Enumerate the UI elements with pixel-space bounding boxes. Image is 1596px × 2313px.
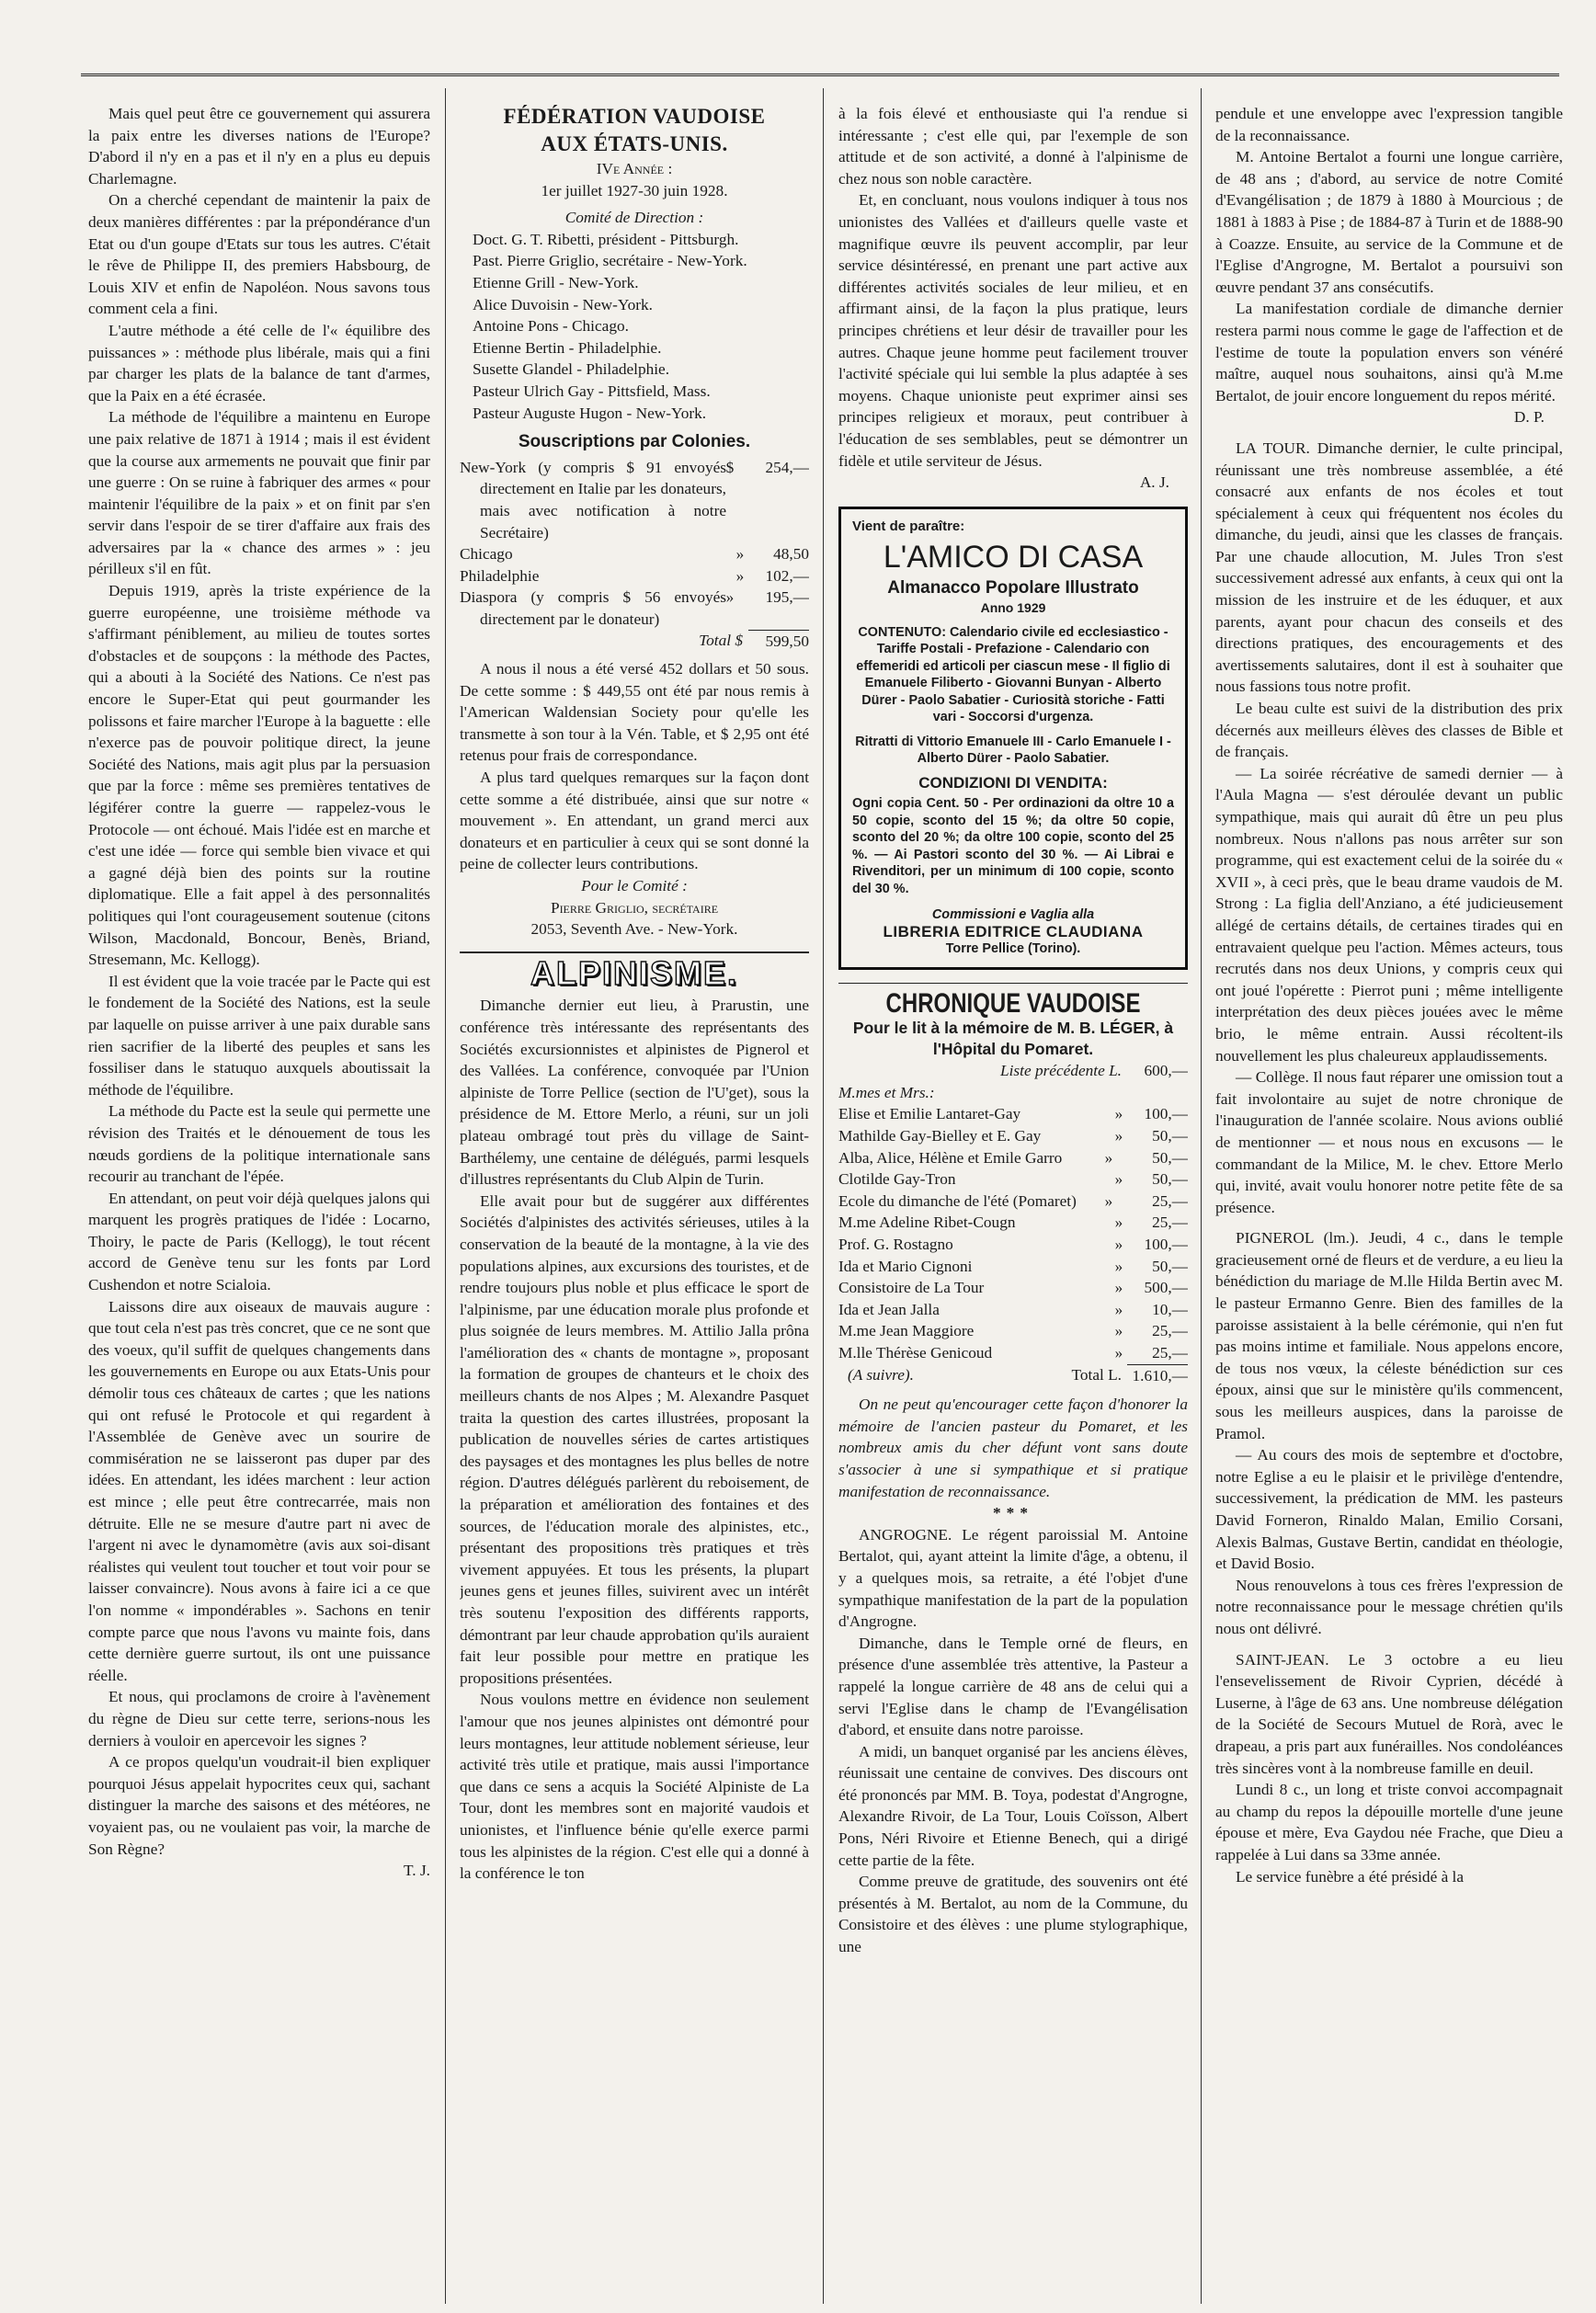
author-signature: A. J. bbox=[1139, 473, 1169, 492]
donation-row: M.lle Thérèse Genicoud » 25,— bbox=[838, 1344, 1188, 1362]
ad-year: Anno 1929 bbox=[980, 600, 1046, 616]
paragraph: — Au cours des mois de septembre et d'octobre, notre Eglise a eu le plaisir et le privilège d'entendre, successivement, la prédication de MM. les pasteurs David Forneron, Rinaldo Malan, Emilio Corsani, Alexis Balmas, Gustave Bertin, candidat en théologie, et David Bosio. bbox=[1215, 1446, 1563, 1573]
section-rule bbox=[838, 983, 1188, 984]
ad-conditions: Ogni copia Cent. 50 - Per ordinazioni da oltre 10 a 50 copie, sconto del 15 %; da oltre 50 copie, sconto del 20 %; da oltre 100 copie, sconto del 25 %. — Ai Pastori sconto del 30 %. — Ai Librai e Rivenditori, per un minimum di 100 copie, sconto del 30 %. bbox=[852, 796, 1174, 896]
ad-portraits: Ritratti di Vittorio Emanuele III - Carlo Emanuele I - Alberto Dürer - Paolo Sabatier. bbox=[855, 734, 1171, 767]
paragraph: Mais quel peut être ce gouvernement qui assurera la paix entre les diverses nations de l'Europe? D'abord il n'y en a pas et il n'y en a plus eu depuis Charlemagne. bbox=[88, 105, 430, 188]
paragraph: Laissons dire aux oiseaux de mauvais augure : que tout cela n'est pas très concret, que ce ne sont que des voeux, qu'il suffit de quelques changements dans les gouvernements en Europe ou aux Etats-Unis pour démolir tous ces châteaux de cartes ; que les nations qui ont refusé le Protocole et qui regardent à l'Assemblée de Genève avec un sourire de commisération ne se laisseront pas duper par des idées. En attendant, les idées marchent : leur action est mince ; elle peut être contrecarrée, mais non détruite. Elle ne se mesure d'autre part ni avec de l'argent ni avec le dynamomètre (avis aux soi-disant réalistes qui veulent tout toucher et tout voir pour se laisser convaincre). Nous avons à faire ici a ce que l'on nomme « impondérables ». Sachons en tenir compte parce que nous l'avons vu mainte fois, dans cette dernière guerre surtout, ils ont une puissance réelle. bbox=[88, 1297, 430, 1684]
column-1-editorial bbox=[88, 103, 430, 2304]
chronique-heading: CHRONIQUE VAUDOISE bbox=[885, 987, 1141, 1019]
secretary-address: 2053, Seventh Ave. - New-York. bbox=[530, 920, 738, 939]
ad-title: L'AMICO DI CASA bbox=[883, 540, 1144, 575]
column-4 bbox=[1215, 103, 1563, 2304]
paragraph: Le beau culte est suivi de la distribution des prix décernés aux meilleurs élèves des classes de Bible et de français. bbox=[1215, 700, 1563, 761]
year-label: IVe Année : bbox=[596, 160, 673, 177]
secretary-signature: Pierre Griglio, secrétaire bbox=[550, 898, 719, 917]
paragraph: Lundi 8 c., un long et triste convoi accompagnait au champ du repos la dépouille mortelle d'une jeune épouse et mère, Eva Gaydou née Frache, que Dieu a rappelée à Lui dans sa 33me année. bbox=[1215, 1781, 1563, 1863]
alpinisme-heading: ALPINISME. bbox=[530, 953, 738, 992]
paragraph: On a cherché cependant de maintenir la paix de deux manières différentes : par la prépondérance d'un Etat ou d'un goupe d'Etats sur tous les autres. C'était le rêve de Philippe II, des premiers Habsbourg, de Louis XIV et enfin de Napoléon. Nous savons tous comment cela a fini. bbox=[88, 191, 430, 318]
paragraph: Le service funèbre a été présidé à la bbox=[1236, 1867, 1465, 1886]
committee-member: Etienne Bertin - Philadelphie. bbox=[473, 338, 662, 357]
donation-row: Ida et Mario Cignoni » 50,— bbox=[838, 1257, 1188, 1275]
donation-row: M.me Jean Maggiore » 25,— bbox=[838, 1322, 1188, 1340]
period-dates: 1er juillet 1927-30 juin 1928. bbox=[541, 181, 728, 199]
advertisement-box bbox=[838, 507, 1188, 970]
ad-subtitle: Almanacco Popolare Illustrato bbox=[887, 578, 1139, 598]
donation-row: Alba, Alice, Hélène et Emile Garro » 50,— bbox=[838, 1148, 1188, 1167]
ad-kicker: Vient de paraître: bbox=[852, 518, 965, 534]
column-divider bbox=[445, 88, 446, 2304]
donors-heading: M.mes et Mrs.: bbox=[838, 1083, 935, 1101]
ad-orders-note: Commissioni e Vaglia alla bbox=[931, 907, 1095, 923]
paragraph: La méthode du Pacte est la seule qui permette une révision des Traités et le dénouement de tous les nœuds gordiens de la politique internationale sans recourir au tranchant de l'épée. bbox=[88, 1102, 430, 1186]
paragraph: Depuis 1919, après la triste expérience de la guerre européenne, une troisième méthode va s'affirmant péniblement, au milieu de toutes sortes d'obstacles et de soupçons : la méthode des Pactes, qui a abouti à la Société des Nations. Ce n'est pas encore le Super-Etat qui peut gourmander les polissons et faire marcher l'Europe à la baguette : elle n'exerce pas de pouvoir politique direct, la jeune Société des Nations, mais agit plus par la persuasion que par la force : même ses premières tentatives de légiférer contre la guerre — rappelez-vous le Protocole — ont échoué. Mais l'idée est en marche et c'est une idée — force qui semble bien vivace et qui a gagné déjà bien des points sur la routine diplomatique. Elle a fait appel à des personnalités politiques qui l'ont courageusement soutenue (citons Wilson, Macdonald, Boncour, Benès, Briand, Stresemann, Mc. Kellogg). bbox=[88, 582, 430, 969]
committee-member: Past. Pierre Griglio, secrétaire - New-York. bbox=[473, 252, 747, 270]
subscription-row: Philadelphie » 102,— bbox=[460, 566, 809, 585]
separator-stars: *** bbox=[993, 1504, 1033, 1522]
paragraph: Et, en concluant, nous voulons indiquer à tous nos unionistes des Vallées et d'ailleurs quelle vaste et magnifique œuvre ils peuvent accomplir, par leur service désintéressé, en prenant une part active aux différentes activités sociales de leur milieu, et en affirmant ainsi, de la façon la plus pratique, leurs principes chrétiens et leur désir de travailler pour les autres. Chaque jeune homme peut facilement trouver l'activité spéciale qui lui semble la plus adaptée à ses moyens. Chaque unioniste peut exprimer ainsi ses principes religieux et moraux, peut contribuer à l'éducation de ses semblables, peut se démontrer un fidèle et utile serviteur de Jésus. bbox=[838, 191, 1188, 470]
paragraph: Il est évident que la voie tracée par le Pacte qui est le fondement de la Société des Nations, est la seule par laquelle on puisse arriver à une paix durable sans rien sacrifier de la liberté des peuples et sans les fossiliser dans le statuquo auxquels aboutissait la méthode de l'équilibre. bbox=[88, 972, 430, 1099]
paragraph: A nous il nous a été versé 452 dollars et 50 sous. De cette somme : $ 449,55 ont été par nous remis à l'American Waldensian Society pour qu'elle les transmette à son tour à la Vén. Table, et $ 2,95 ont été retenus pour frais de correspondance. bbox=[460, 660, 809, 765]
paragraph: En attendant, on peut voir déjà quelques jalons qui marquent les progrès pratiques de l'idée : Locarno, Thoiry, le pacte de Paris (Kellogg), le tout récent accord de Genève tenu sur les fonts par Lord Cushendon et notre Scialoia. bbox=[88, 1189, 430, 1294]
masthead-rule bbox=[81, 74, 1559, 76]
subscriptions-table bbox=[460, 457, 809, 653]
paragraph: L'autre méthode a été celle de l'« équilibre des puissances » : méthode plus libérale, mais qui a fini par charger les plats de la balance de tant d'armes, que la Paix en a été écrasée. bbox=[88, 321, 430, 404]
column-divider bbox=[1201, 88, 1202, 2304]
committee-member: Etienne Grill - New-York. bbox=[473, 273, 639, 291]
committee-member: Susette Glandel - Philadelphie. bbox=[473, 360, 670, 379]
federation-title: FÉDÉRATION VAUDOISE bbox=[503, 105, 766, 128]
paragraph: PIGNEROL (lm.). Jeudi, 4 c., dans le temple gracieusement orné de fleurs et de verdure, a eu lieu la bénédiction du mariage de M.lle Hilda Bertin avec M. le pasteur Ermanno Genre. Bien des familles de la paroisse assistaient à la belle cérémonie, qui n'en fut pas moins intime et familiale. Nous appelons encore, de tous nos vœux, la céleste bénédiction sur ces époux, ainsi que sur le ministère qu'ils commencent, sous les meilleurs auspices, dans la paroisse de Pramol. bbox=[1215, 1229, 1563, 1442]
paragraph: A midi, un banquet organisé par les anciens élèves, réunissait une centaine de convives. Des discours ont été prononcés par MM. B. Toya, podestat d'Angrogne, Alexandre Rivoir, de La Tour, Louis Coïsson, Albert Pons, Néri Rivoire et Etienne Benech, qui a dirigé cette partie de la fête. bbox=[838, 1742, 1188, 1869]
ad-publisher-city: Torre Pellice (Torino). bbox=[945, 941, 1081, 957]
subscription-total: Total $ 599,50 bbox=[460, 630, 809, 653]
paragraph: à la fois élevé et enthousiaste qui l'a rendue si intéressante ; c'est elle qui, par l'exemple de son attitude et de son activité, a donné à l'alpinisme de chez nous son noble caractère. bbox=[838, 105, 1188, 188]
committee-member: Pasteur Auguste Hugon - New-York. bbox=[473, 404, 707, 422]
paragraph: Comme preuve de gratitude, des souvenirs ont été présentés à M. Bertalot, au nom de la Commune, du Consistoire et des élèves : une plume stylographique, une bbox=[838, 1873, 1188, 1956]
paragraph: — La soirée récréative de samedi dernier — à l'Aula Magna — s'est déroulée devant un public sympathique, mais qui aurait dû être un peu plus nombreux. Nous n'allons pas nous arrêter sur son programme, qui est exactement celui de la soirée du « XVII », à ceci près, que le beau drame vaudois de M. Strong : La figlia dell'Anziano, a été judicieusement allégé de certains détails, de certaines tirades qui en entravaient quelque peu l'action. Mêmes acteurs, tous recrutés dans nos deux Unions, y compris ceux qui ont joué l'opérette : Pierrot puni ; même intelligente interprétation des deux pièces jouées avec le même brio, le même entrain. Aussi récoltent-ils nouvellement les plus chaleureux applaudissements. bbox=[1215, 764, 1563, 1065]
paragraph: Dimanche, dans le Temple orné de fleurs, en présence d'une assemblée très attentive, la Pasteur a rappelé la longue carrière de 48 ans de celui qui a servi l'Eglise dans le champ de l'Evangélisation d'abord, et ensuite dans notre paroisse. bbox=[838, 1634, 1188, 1739]
donation-note: On ne peut qu'encourager cette façon d'honorer la mémoire de l'ancien pasteur du Pomaret, et les nombreux amis du cher défunt vont sans doute s'associer à une si sympathique et si pratique manifestation de reconnaissance. bbox=[838, 1396, 1188, 1500]
paragraph: A ce propos quelqu'un voudrait-il bien expliquer pourquoi Jésus appelait hypocrites ceux qui, sachant distinguer la marche des saisons et des météores, ne voyaient pas, ou ne voulaient pas voir, la marche de Son Règne? bbox=[88, 1753, 430, 1858]
paragraph: — Collège. Il nous faut réparer une omission tout a fait involontaire au sujet de notre chronique de l'inauguration de l'année scolaire. Nous avions oublié de mentionner — et nous nous en excusons — le commandant de la Milice, M. le chev. Ettore Merlo qui, invité, avait voulu honorer notre petite fête de sa présence. bbox=[1215, 1068, 1563, 1216]
column-divider bbox=[823, 88, 824, 2304]
author-signature: T. J. bbox=[404, 1862, 430, 1880]
donation-row: Clotilde Gay-Tron » 50,— bbox=[838, 1170, 1188, 1189]
paragraph: M. Antoine Bertalot a fourni une longue carrière, de 48 ans ; d'abord, au service de notre Comité d'Evangélisation ; de 1879 à 1880 à Mourcious ; de 1881 à 1883 à Pise ; de 1884-87 à Turin et de 1888-90 à Coazze. Ensuite, au service de la Commune et de l'Eglise d'Angrogne, M. Bertalot a poursuivi son œuvre pendant 37 ans consécutifs. bbox=[1215, 148, 1563, 296]
ad-contents: CONTENUTO: Calendario civile ed ecclesiastico - Tariffe Postali - Prefazione - Calendario con effemeridi ed articoli per ciascun mese - Il figlio di Emanuele Filiberto - Giovanni Bunyan - Alberto Dürer - Paolo Sabatier - Curiosità storiche - Fatti vari - Soccorsi d'urgenza. bbox=[856, 624, 1170, 725]
subscription-row: Diaspora (y compris $ 56 envoyés directement par le donateur) » 195,— bbox=[460, 588, 809, 628]
donation-row: Consistoire de La Tour » 500,— bbox=[838, 1279, 1188, 1297]
section-rule bbox=[460, 951, 809, 953]
donation-total: (A suivre). Total L. 1.610,— bbox=[838, 1364, 1188, 1387]
donation-row: Ida et Jean Jalla » 10,— bbox=[838, 1300, 1188, 1318]
donations-table bbox=[838, 1103, 1188, 1386]
paragraph: SAINT-JEAN. Le 3 octobre a eu lieu l'ensevelissement de Rivoir Cyprien, décédé à Luserne, à l'âge de 63 ans. Une nombreuse délégation de la Société de Secours Mutuel de Rorà, avec le drapeau, a pris part aux funérailles. Nos condoléances très sincères vont à la nombreuse famille en deuil. bbox=[1215, 1650, 1563, 1777]
paragraph: A plus tard quelques remarques sur la façon dont cette somme a été distribuée, ainsi que sur notre « mouvement ». En attendant, un grand merci aux donateurs et en particulier à ceux qui se sont donné la peine de collecter leurs contributions. bbox=[460, 769, 809, 873]
donation-heading: Pour le lit à la mémoire de M. B. LÉGER, à l'Hôpital du Pomaret. bbox=[852, 1019, 1174, 1059]
column-2 bbox=[460, 103, 809, 2304]
author-signature: D. P. bbox=[1513, 408, 1545, 427]
paragraph: La méthode de l'équilibre a maintenu en Europe une paix relative de 1871 à 1914 ; mais il est évident que la course aux armements ne pouvait que finir par une guerre : On se ruine à fabriquer des armes « pour maintenir l'équilibre de la paix » et on finit par s'en servir dans l'espoir de se tirer d'affaire aux frais des adversaires par la « chance des armes » : jeu périlleux s'il en fût. bbox=[88, 408, 430, 578]
subscription-row: New-York (y compris $ 91 envoyés directement en Italie par les donateurs, mais avec notification à notre Secrétaire) $ 254,— bbox=[460, 458, 809, 541]
donation-row: Prof. G. Rostagno » 100,— bbox=[838, 1236, 1188, 1254]
donation-row: Elise et Emilie Lantaret-Gay » 100,— bbox=[838, 1105, 1188, 1123]
ad-conditions-title: CONDIZIONI DI VENDITA: bbox=[918, 773, 1108, 792]
paragraph: Nous voulons mettre en évidence non seulement l'amour que nos jeunes alpinistes ont démontré pour leurs montagnes, leur attitude noblement sérieuse, leur activité très utile et pratique, mais aussi l'importance que dans ce sens a acquis la Société Alpiniste de La Tour, dont les membres sont en majorité vaudois et unionistes, et l'influence bénie qu'elle exerce parmi tous les alpinistes de la région. C'est elle qui a donné à la conférence le ton bbox=[460, 1691, 809, 1883]
column-3 bbox=[838, 103, 1188, 2304]
committee-member: Doct. G. T. Ribetti, président - Pittsburgh. bbox=[473, 230, 739, 248]
paragraph: ANGROGNE. Le régent paroissial M. Antoine Bertalot, qui, ayant atteint la limite d'âge, a obtenu, il y a quelques mois, sa retraite, a été l'objet d'une sympathique manifestation de la part de la population d'Angrogne. bbox=[838, 1525, 1188, 1631]
committee-member: Alice Duvoisin - New-York. bbox=[473, 295, 653, 313]
paragraph: Elle avait pour but de suggérer aux différentes Sociétés d'alpinistes des activités sérieuses, utiles à la conservation de la beauté de la montagne, à la vie des populations alpines, aux excursions des touristes, et de rendre toujours plus noble et plus efficace le sport de l'alpinisme, par une éducation morale plus profonde et plus soignée de leurs membres. M. Attilio Jalla prôna l'amélioration des « chants de montagne », proposant la formation de groupes de chanteurs et le choix des meilleurs chants de nos Alpes ; M. Alexandre Pasquet traita la question des cartes illustrées, proposant la publication de nouvelles séries de cartes artistiques des paysages et des montagnes les plus belles de notre région. D'autres délégués parlèrent du reboisement, de la préparation et amélioration des fontaines et des sources, de l'éducation morale des alpinistes, etc., présentant des propositions très pratiques et très vivement appuyées. Et tous les présents, la plupart jeunes gens et jeunes filles, suivirent avec un intérêt très soutenu l'exposition des différents rapports, démontrant par leur chaude approbation qu'ils auraient fait leur possible pour mettre en pratique les propositions présentées. bbox=[460, 1191, 809, 1687]
subscriptions-title: Souscriptions par Colonies. bbox=[518, 432, 751, 452]
committee-member: Antoine Pons - Chicago. bbox=[473, 317, 629, 336]
donation-row: M.me Adeline Ribet-Cougn » 25,— bbox=[838, 1213, 1188, 1232]
subscription-row: Chicago » 48,50 bbox=[460, 545, 809, 564]
committee-heading: Comité de Direction : bbox=[564, 209, 704, 227]
committee-signoff: Pour le Comité : bbox=[581, 877, 688, 894]
paragraph: Nous renouvelons à tous ces frères l'expression de notre reconnaissance pour le message chrétien qu'ils nous ont délivré. bbox=[1215, 1576, 1563, 1637]
ad-publisher: LIBRERIA EDITRICE CLAUDIANA bbox=[883, 922, 1144, 940]
federation-subtitle: AUX ÉTATS-UNIS. bbox=[541, 132, 728, 155]
previous-list-row: Liste précédente L. 600,— bbox=[1000, 1062, 1188, 1080]
donation-row: Ecole du dimanche de l'été (Pomaret) » 25,— bbox=[838, 1191, 1188, 1210]
committee-list bbox=[460, 229, 809, 424]
paragraph: LA TOUR. Dimanche dernier, le culte principal, réunissant une très nombreuse assemblée, a été consacré aux enfants de nos écoles et tout spécialement à ceux qui fréquentent nos écoles du dimanche, du jeudi, ainsi que les classes de français. Par une chaude allocution, M. Jules Tron s'est successivement adressé aux enfants, à ceux qui ont la mission de les instruire et de les éduquer, et aux parents, ayant pour chacun des conseils et des directions pratiques, des encouragements et des avertissements salutaires, dont il est à souhaiter que nous fassions tous notre profit. bbox=[1215, 439, 1563, 696]
paragraph: La manifestation cordiale de dimanche dernier restera parmi nous comme le gage de l'affection et de l'estime de toute la population envers son vénéré maître, auquel nous souhaitons, ainsi qu'à M.me Bertalot, de jouir encore longuement du repos mérité. bbox=[1215, 300, 1563, 404]
paragraph: Et nous, qui proclamons de croire à l'avènement du règne de Dieu sur cette terre, serions-nous les derniers à vouloir en apercevoir les signes ? bbox=[88, 1688, 430, 1749]
committee-member: Pasteur Ulrich Gay - Pittsfield, Mass. bbox=[473, 382, 711, 400]
paragraph: pendule et une enveloppe avec l'expression tangible de la reconnaissance. bbox=[1215, 105, 1563, 144]
paragraph: Dimanche dernier eut lieu, à Prarustin, une conférence très intéressante des représentants des Sociétés excursionnistes et alpinistes de Pignerol et des Vallées. La conférence, convoquée par l'Union alpiniste de Torre Pellice (section de l'U'get), sous la présidence de M. Ettore Merlo, a réuni, sur un joli plateau ombragé tout près du village de Saint-Barthélemy, une centaine de délégués, parmi lesquels d'illustres représentants du Club Alpin de Turin. bbox=[460, 997, 809, 1189]
donation-row: Mathilde Gay-Bielley et E. Gay » 50,— bbox=[838, 1127, 1188, 1145]
